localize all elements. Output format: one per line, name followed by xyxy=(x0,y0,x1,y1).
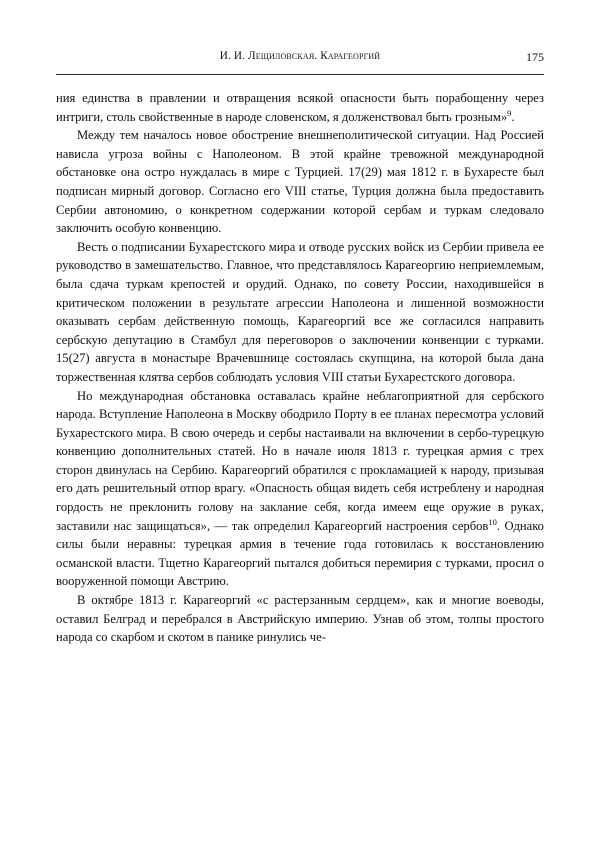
footnote-marker-10: 10 xyxy=(488,516,497,527)
paragraph-5: В октябре 1813 г. Карагеоргий «с растерзанным сердцем», как и многие воеводы, оставил Белград и перебрался в Австрийскую империю. Узнав об этом, толпы простого народа со скарбом и скотом в панике ринулись че- xyxy=(56,593,544,645)
paragraph-4-text: Но международная обстановка оставалась крайне неблагоприятной для сербского народа. Вступление Наполеона в Москву ободрило Порту в ее планах пересмотра условий Бухарестского мира. В свою очередь и сербы настаивали на включении в сербо-турецкую конвенцию дополнительных статей. Но в начале июля 1813 г. турецкая армия с трех сторон двинулась на Сербию. Карагеоргий обратился с прокламацией к народу, призывая его дать решительный отпор врагу. «Опасность общая видеть себя истреблену и народная гордость не преклонить голову на заклание себя, когда имеем еще оружие в руках, заставили нас защищаться», — так определил Карагеоргий настроения сербов xyxy=(56,388,544,533)
paragraph-3: Весть о подписании Бухарестского мира и отводе русских войск из Сербии привела ее руководство в замешательство. Главное, что представлялось Карагеоргию неприемлемым, была сдача туркам крепостей и орудий. Однако, по совету России, находившейся в критическом положении в результате агрессии Наполеона и лишенной возможности оказывать сербам действенную помощь, Карагеоргий все же согласился направить сербскую депутацию в Стамбул для переговоров о заключении конвенции с турками. 15(27) августа в монастыре Врачевшнице состоялась скупщина, на которой была дана торжественная клятва сербов соблюдать условия VIII статьи Бухарестского договора. xyxy=(56,239,544,384)
paragraph-1 xyxy=(56,89,544,126)
body-text xyxy=(56,89,544,647)
header-rule xyxy=(56,74,544,75)
running-head xyxy=(56,50,544,68)
page-number: 175 xyxy=(526,50,544,64)
paragraph-4-tail: . Однако силы были неравны: турецкая армия в течение года готовилась к восстановлению османской власти. Тщетно Карагеоргий пытался добиться перемирия с турками, просил о вооруженной помощи Австрию. xyxy=(56,518,544,589)
paragraph-2: Между тем началось новое обострение внешнеполитической ситуации. Над Россией нависла угроза войны с Наполеоном. В этой крайне тревожной международной обстановке она остро нуждалась в мире с Турцией. 17(29) мая 1812 г. в Бухаресте был подписан мирный договор. Согласно его VIII статье, Турция должна была предоставить Сербии автономию, о конкретном содержании которой сербам и туркам следовало заключить особую конвенцию. xyxy=(56,128,544,236)
running-head-title: И. И. Лещиловская. Карагеоргий xyxy=(219,50,381,62)
footnote-marker-9: 9 xyxy=(507,107,512,118)
paragraph-1-tail: . xyxy=(511,109,515,124)
paragraph-1-text: ния единства в правлении и отвращения всякой опасности быть порабощенну через интриги, столь свойственные в народе словенском, я долженствовал быть грозным» xyxy=(56,91,544,124)
paragraph-4 xyxy=(56,387,544,592)
